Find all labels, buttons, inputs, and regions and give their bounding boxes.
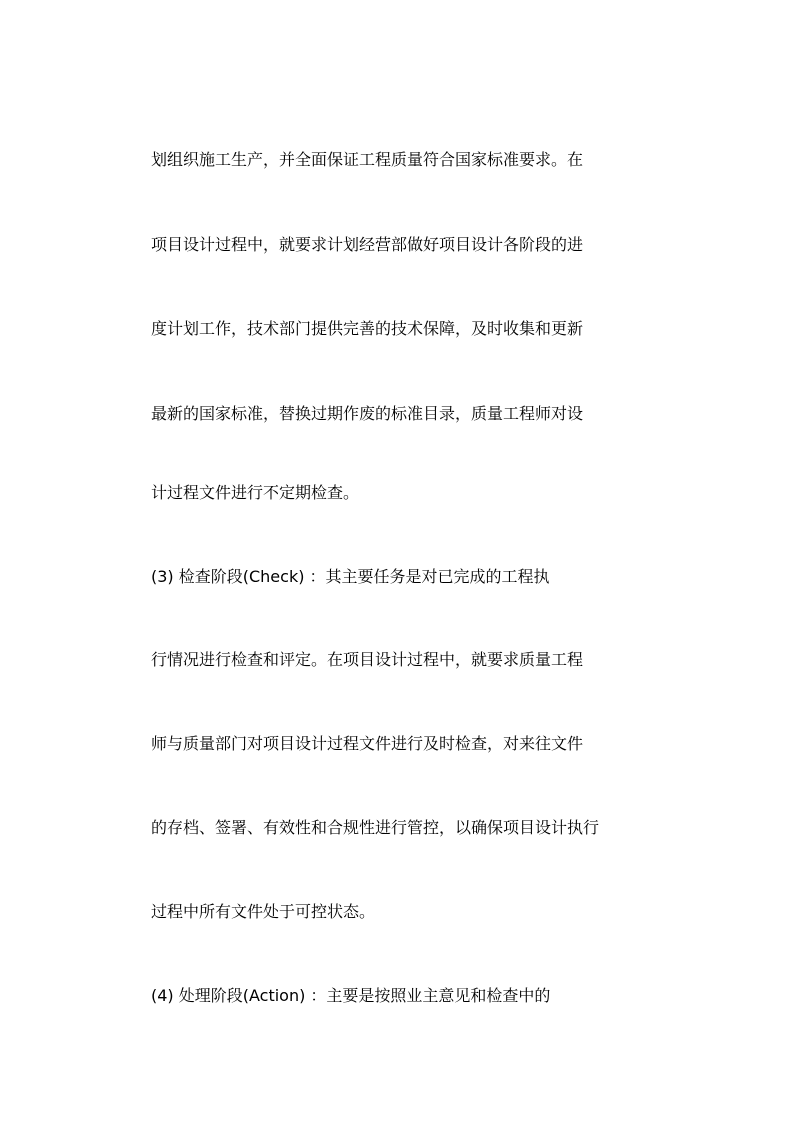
paragraph-heading-check: (3) 检查阶段(Check) ：其主要任务是对已完成的工程执 [151,567,550,586]
text-line: 计过程文件进行不定期检查。 [151,483,360,502]
text-line: 项目设计过程中，就要求计划经营部做好项目设计各阶段的进 [151,235,584,254]
text-line: 度计划工作，技术部门提供完善的技术保障，及时收集和更新 [151,319,584,338]
text-line: 过程中所有文件处于可控状态。 [151,902,376,921]
text-line: 的存档、签署、有效性和合规性进行管控，以确保项目设计执行 [151,818,600,837]
text-line: 师与质量部门对项目设计过程文件进行及时检查，对来往文件 [151,734,584,753]
text-line: 行情况进行检查和评定。在项目设计过程中，就要求质量工程 [151,650,584,669]
paragraph-heading-action: (4) 处理阶段(Action) ：主要是按照业主意见和检查中的 [151,986,551,1005]
text-line: 划组织施工生产，并全面保证工程质量符合国家标准要求。在 [151,150,584,169]
text-line: 最新的国家标准，替换过期作废的标准目录，质量工程师对设 [151,404,584,423]
